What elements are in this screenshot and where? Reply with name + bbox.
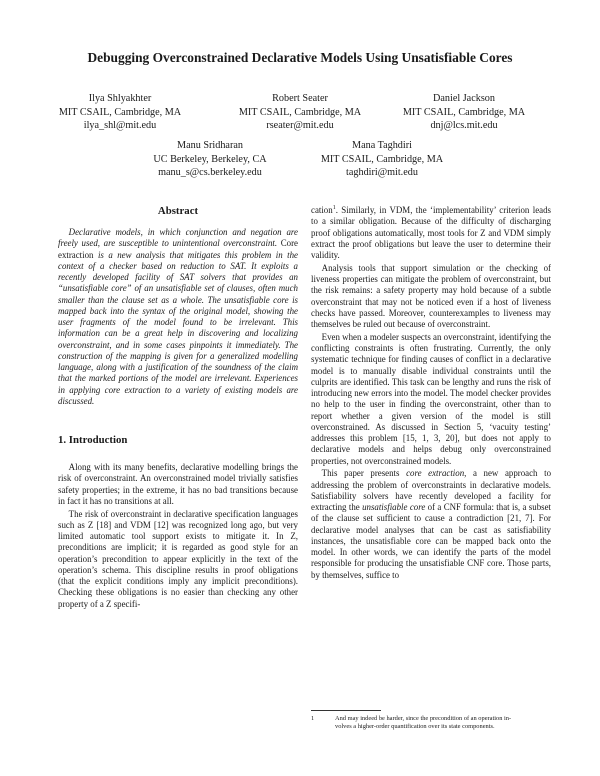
author-affiliation: UC Berkeley, Berkeley, CA: [153, 153, 267, 165]
term-unsatisfiable-core: unsatisfiable core: [362, 502, 426, 512]
abstract-part-1: Declarative models, in which conjunction and negation are freely used, are susceptible to unintentional overconstraint.: [58, 227, 298, 249]
footnote-marker: 1: [332, 205, 336, 212]
right-paragraph-4-b: , a new approach to addressing the problem of overconstraints in declarative models. Satisfiability solvers have recently developed a facility for extracting the: [311, 468, 552, 512]
footnote-line-2: volves a higher-order quantification over its state components.: [335, 723, 495, 731]
author-name: Robert Seater: [272, 93, 328, 104]
author-block-4: [153, 139, 266, 180]
author-block-3: [403, 92, 525, 133]
author-block-5: [321, 139, 443, 180]
intro-paragraph-2: The risk of overconstraint in declarative specification languages such as Z [18] and VDM [12] was recognized long ago, but very limited automatic tool support exists to mitigate it. In Z, preconditions are implicit; it is regarded as good style for an operation’s precondition to appear explicitly in the text of the operation’s schema. This discipline results in proof obligations (that the explicit conditions imply any implicit preconditions). Checking these obligations is no easier than checking any other property of a Z specifi-: [58, 508, 298, 609]
author-affiliation: MIT CSAIL, Cambridge, MA: [402, 106, 526, 118]
author-block-2: [239, 92, 361, 133]
footnote-rule: [311, 710, 381, 711]
author-email: ilya_shl@mit.edu: [83, 120, 157, 132]
right-paragraph-3: Even when a modeler suspects an overconstraint, identifying the conflicting constraints is often frustrating. Currently, the only systematic technique for finding causes of conflict in a declarative model is to manually disable individual constraints until the culprits are identified. This task can be lengthy and runs the risk of introducing new errors into the model. The model checker provides no help to the user in finding the overconstraint, other than to report whether a given version of the model is still overconstrained. As discussed in Section 5, ‘vacuity testing’ addresses this problem [15, 1, 3, 20], but does not apply to declarative models and helps debug only overconstrained properties, not overconstrained models.: [311, 331, 551, 466]
abstract-part-2: Core extraction: [58, 238, 298, 260]
abstract-part-3: is a new analysis that mitigates this problem in the context of a checker based on reduction to SAT. It exploits a recently developed facility of SAT solvers that provides an “unsatisfiable core” of an unsatisfiable set of clauses, often much smaller than the clause set as a whole. The unsatisfiable core is mapped back into the syntax of the original model, showing the user fragments of the model found to be irrelevant. This information can be a great help in discovering and localizing overconstraint, and in some cases pinpoints it immediately. The construction of the mapping is given for a generalized modelling language, along with a justification of the soundness of the claim that the marked portions of the model are irrelevant. Experiences in applying core extraction to a variety of existing models are discussed.: [58, 249, 298, 406]
author-email: taghdiri@mit.edu: [346, 167, 418, 179]
author-affiliation: MIT CSAIL, Cambridge, MA: [238, 106, 362, 118]
author-name: Manu Sridharan: [177, 140, 243, 151]
abstract-text: [58, 227, 298, 407]
right-paragraph-4: [311, 468, 551, 581]
author-name: Mana Taghdiri: [352, 140, 412, 151]
author-affiliation: MIT CSAIL, Cambridge, MA: [58, 106, 182, 118]
author-name: Daniel Jackson: [433, 93, 495, 104]
right-paragraph-4-a: This paper presents: [321, 468, 407, 479]
author-block-1: [59, 92, 181, 133]
paper-title: Debugging Overconstrained Declarative Models Using Unsatisfiable Cores: [87, 50, 513, 65]
intro-paragraph-1: Along with its many benefits, declarative modelling brings the risk of overconstraint. An overconstrained model trivially satisfies safety properties; in the extreme, it has no bad transitions because in fact it has no transitions at all.: [58, 462, 298, 506]
right-paragraph-4-c: of a CNF formula: that is, a subset of the clause set sufficient to cause a contradiction [21, 7]. For declarative model analyses that can be cast as satisfiability instances, the unsatisfiable core can be mapped back onto the model. In other words, we can identify the parts of the model responsible for producing the unsatisfiable CNF core. Those parts, by themselves, suffice to: [311, 502, 551, 580]
footnote-number: 1: [311, 715, 315, 722]
right-paragraph-1: [311, 205, 551, 261]
body-left-column: [58, 462, 298, 611]
body-right-column: [311, 205, 551, 582]
author-email: manu_s@cs.berkeley.edu: [158, 167, 262, 179]
right-paragraph-1-start: cation: [311, 205, 333, 215]
author-name: Ilya Shlyakhter: [88, 93, 152, 104]
right-paragraph-2: Analysis tools that support simulation or the checking of liveness properties can mitigate the problem of overconstraint, but the risk remains: a safety property may hold because of a subtle overconstraint that may not be noticed even if a host of liveness checks have passed. Moreover, counterexamples to liveness may themselves be ruled out because of overconstraint.: [311, 262, 551, 329]
abstract-heading: Abstract: [157, 205, 199, 217]
author-email: rseater@mit.edu: [266, 120, 334, 132]
right-paragraph-1-rest: . Similarly, in VDM, the ‘implementability’ criterion leads to a similar obligation. Because of the difficulty of discharging proof obligations automatically, most tools for Z and VDM simply extract the proof obligations but leave the user to determine their validity.: [311, 205, 551, 260]
footnote-line-1: And may indeed be harder, since the precondition of an operation in-: [335, 715, 512, 722]
footnote: [311, 715, 551, 732]
author-affiliation: MIT CSAIL, Cambridge, MA: [320, 153, 444, 165]
section-heading-introduction: 1. Introduction: [58, 434, 128, 446]
term-core-extraction: core extraction: [406, 468, 465, 479]
author-email: dnj@lcs.mit.edu: [430, 120, 498, 132]
